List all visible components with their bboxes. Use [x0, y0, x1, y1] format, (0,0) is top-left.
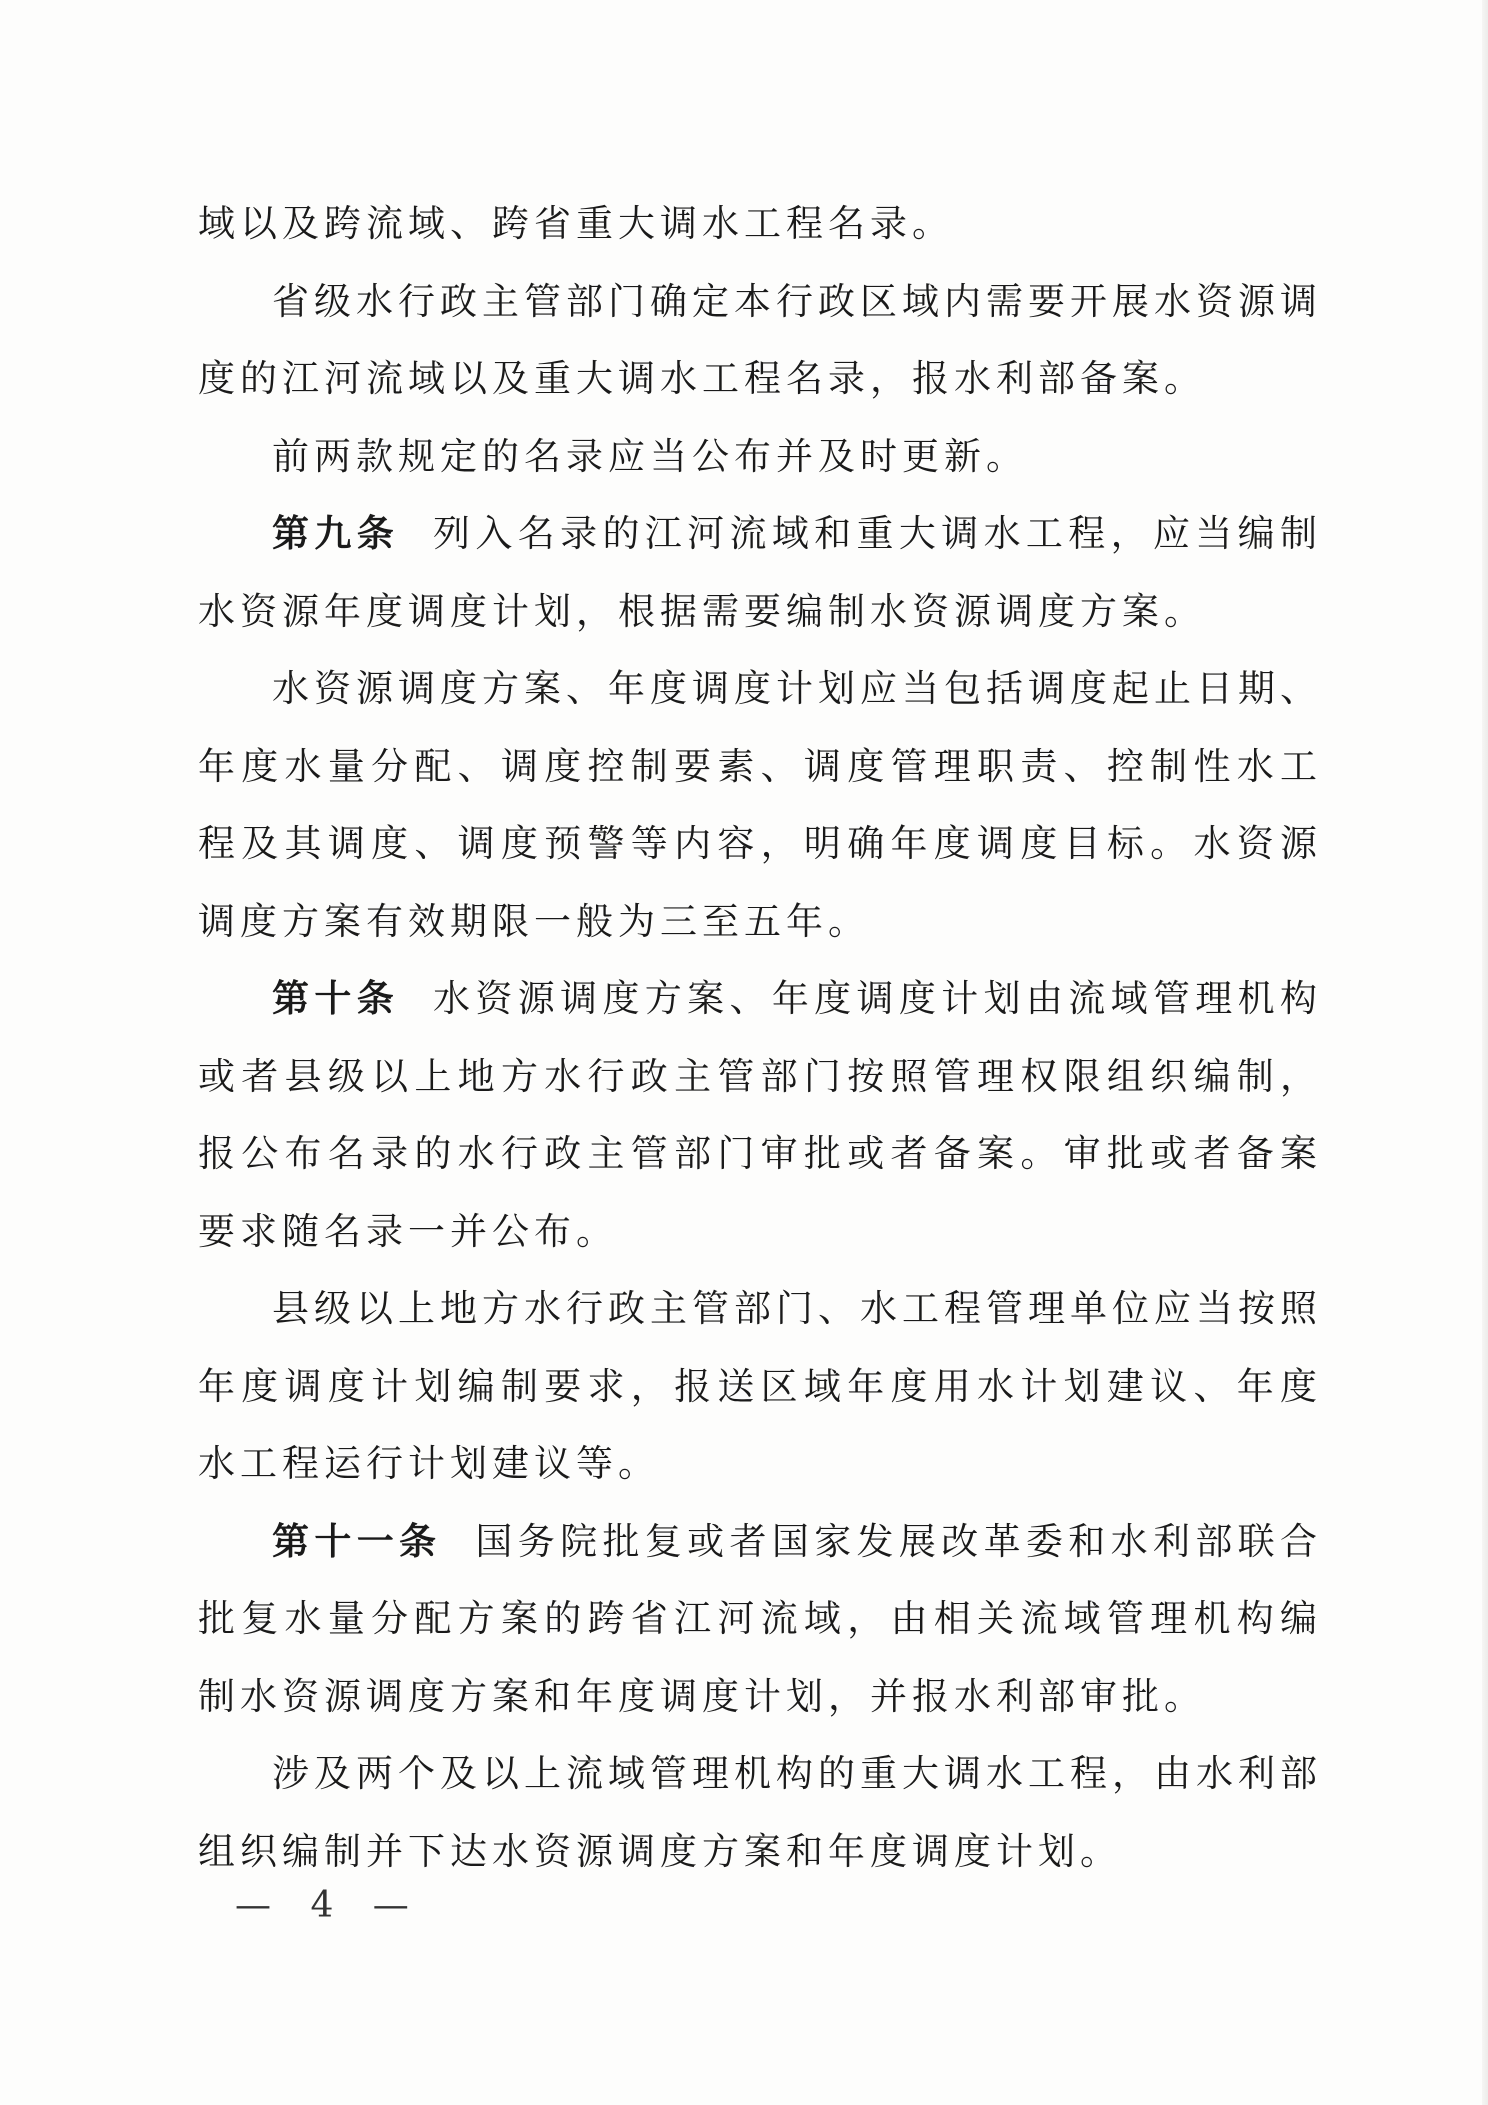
- paragraph-text: 县级以上地方水行政主管部门、水工程管理单位应当按照年度调度计划编制要求，报送区域年度用水计划建议、年度水工程运行计划建议等。: [198, 1287, 1322, 1485]
- article-paragraph: [198, 960, 1322, 1270]
- paragraph-text: 域以及跨流域、跨省重大调水工程名录。: [198, 202, 954, 245]
- paragraph-text: 国务院批复或者国家发展改革委和水利部联合批复水量分配方案的跨省江河流域，由相关流域管理机构编制水资源调度方案和年度调度计划，并报水利部审批。: [198, 1519, 1323, 1718]
- paragraph: [198, 650, 1322, 960]
- scan-edge: [1482, 0, 1488, 2105]
- paragraph-text: 前两款规定的名录应当公布并及时更新。: [272, 434, 1028, 478]
- paragraph: [198, 418, 1322, 496]
- article-paragraph: [198, 1503, 1322, 1736]
- article-number: 第十条: [272, 977, 400, 1020]
- paragraph-text: 水资源调度方案、年度调度计划应当包括调度起止日期、年度水量分配、调度控制要素、调度管理职责、控制性水工程及其调度、调度预警等内容，明确年度调度目标。水资源调度方案有效期限一般为三至五年。: [198, 667, 1322, 943]
- paragraph: [198, 1270, 1322, 1503]
- paragraph-text: 水资源调度方案、年度调度计划由流域管理机构或者县级以上地方水行政主管部门按照管理权限组织编制，报公布名录的水行政主管部门审批或者备案。审批或者备案要求随名录一并公布。: [198, 977, 1323, 1253]
- paragraph-text: 涉及两个及以上流域管理机构的重大调水工程，由水利部组织编制并下达水资源调度方案和年度调度计划。: [198, 1752, 1322, 1873]
- paragraph: [198, 1735, 1322, 1890]
- page-number: — 4 —: [235, 1885, 423, 1926]
- paragraph-text: 列入名录的江河流域和重大调水工程，应当编制水资源年度调度计划，根据需要编制水资源调度方案。: [198, 512, 1323, 633]
- article-number: 第十一条: [272, 1519, 442, 1563]
- paragraph-text: 省级水行政主管部门确定本行政区域内需要开展水资源调度的江河流域以及重大调水工程名录，报水利部备案。: [198, 279, 1322, 400]
- document-body: [198, 185, 1322, 1890]
- article-paragraph: [198, 495, 1322, 650]
- article-number: 第九条: [272, 512, 400, 555]
- paragraph: [198, 263, 1322, 418]
- paragraph: [198, 185, 1322, 263]
